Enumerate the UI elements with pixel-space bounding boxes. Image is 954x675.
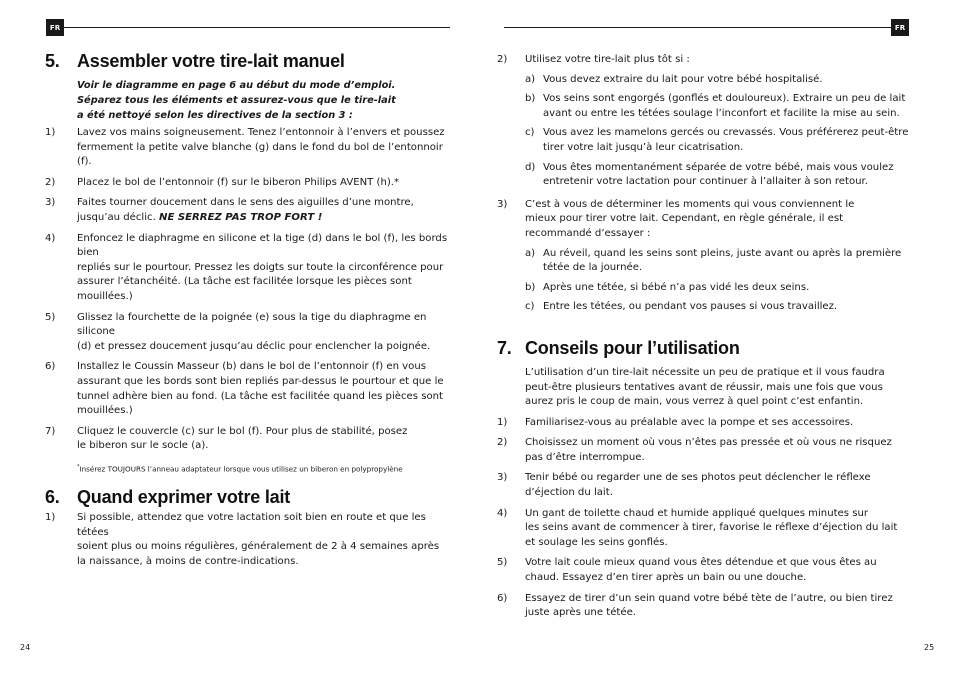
item-line: Utilisez votre tire-lait plus tôt si : (525, 54, 690, 65)
item-line: chaud. Essayez d’en tirer après un bain ou une douche. (525, 572, 807, 584)
section-5-intro (77, 78, 450, 123)
item-number: 3) (497, 472, 508, 484)
item-line: d’éjection du lait. (525, 487, 613, 499)
item-line: Au réveil, quand les seins sont pleins, juste avant ou après la première (543, 247, 902, 259)
list-item (45, 311, 450, 355)
sub-letter: c) (525, 127, 535, 139)
list-item (45, 232, 450, 305)
sub-list (525, 247, 917, 315)
item-line: mieux pour tirer votre lait. Cependant, en règle générale, il est (525, 213, 844, 225)
list-item (45, 126, 450, 170)
section-7-intro (525, 366, 917, 410)
item-line: Placez le bol de l’entonnoir (f) sur le biberon Philips AVENT (h).* (77, 176, 400, 188)
item-line: assurer l’étanchéité. (La tâche est facilitée lorsque les pièces sont mouillées.) (77, 276, 412, 302)
item-line: les seins avant de commencer à tirer, favorise le réflexe d’éjection du lait (525, 522, 898, 534)
item-number: 1) (45, 512, 56, 524)
header-rule (64, 27, 450, 28)
sub-letter: b) (525, 93, 536, 105)
section-title: Quand exprimer votre lait (77, 487, 291, 508)
item-line: Vos seins sont engorgés (gonflés et douloureux). Extraire un peu de lait (543, 93, 906, 105)
list-item (45, 176, 450, 191)
item-line: Lavez vos mains soigneusement. Tenez l’entonnoir à l’envers et poussez (77, 127, 445, 138)
item-line: Faites tourner doucement dans le sens des aiguilles d’une montre, (77, 197, 414, 209)
item-line: Vous devez extraire du lait pour votre bébé hospitalisé. (543, 73, 823, 85)
intro-line: L’utilisation d’un tire-lait nécessite un peu de pratique et il vous faudra (525, 366, 885, 378)
warning-text: NE SERREZ PAS TROP FORT ! (159, 211, 323, 223)
left-content (45, 50, 450, 570)
item-line: Glissez la fourchette de la poignée (e) sous la tige du diaphragme en silicone (77, 311, 427, 338)
item-number: 1) (497, 416, 508, 428)
list-item (497, 436, 917, 465)
section-7-heading (497, 337, 917, 359)
item-line: Vous avez les mamelons gercés ou crevassés. Vous préférerez peut-être (543, 127, 909, 139)
item-line: fermement la petite valve blanche (g) dans le fond du bol de l’entonnoir (f). (77, 141, 443, 168)
item-line: tirer votre lait jusqu’à leur cicatrisation. (543, 141, 744, 153)
sub-item (525, 126, 917, 155)
item-line (77, 211, 450, 226)
item-number: 6) (45, 361, 56, 373)
item-number: 4) (45, 232, 56, 244)
item-number: 6) (497, 592, 508, 604)
item-line: Enfoncez le diaphragme en silicone et la tige (d) dans le bol (f), les bords bien (77, 232, 448, 259)
item-line: assurant que les bords sont bien repliés par-dessus le pourtour et que le (77, 375, 444, 387)
item-number: 2) (497, 54, 508, 65)
sub-letter: b) (525, 281, 536, 293)
sub-item (525, 281, 917, 296)
list-item (497, 507, 917, 551)
item-number: 1) (45, 127, 56, 138)
item-line: (d) et pressez doucement jusqu’au déclic pour enclencher la poignée. (77, 340, 431, 352)
item-number: 7) (45, 425, 56, 437)
item-line: Entre les tétées, ou pendant vos pauses si vous travaillez. (543, 301, 838, 313)
item-line: Installez le Coussin Masseur (b) dans le bol de l’entonnoir (f) en vous (77, 361, 426, 373)
section-5-heading (45, 50, 450, 72)
item-line: Votre lait coule mieux quand vous êtes détendue et que vous êtes au (525, 557, 877, 569)
item-number: 3) (45, 197, 56, 209)
item-line: pas d’être interrompue. (525, 451, 645, 463)
item-line: avant ou entre les tétées soulage l’inconfort et facilite la mise au sein. (543, 107, 900, 119)
item-line: tunnel adhère bien au fond. (La tâche est facilitée quand les pièces sont (77, 390, 443, 402)
section-title: Assembler votre tire-lait manuel (77, 51, 345, 71)
right-content (497, 50, 917, 621)
item-line: recommandé d’essayer : (525, 227, 651, 239)
page-number: 24 (20, 643, 31, 652)
item-number: 4) (497, 507, 508, 519)
item-line: Un gant de toilette chaud et humide appliqué quelques minutes sur (525, 507, 869, 519)
section-number: 5. (45, 51, 60, 71)
language-tag: FR (46, 19, 64, 36)
item-line: C’est à vous de déterminer les moments qui vous conviennent le (525, 198, 855, 210)
intro-line: Séparez tous les éléments et assurez-vous que le tire-lait (77, 95, 396, 106)
sub-letter: c) (525, 301, 535, 313)
sub-item (525, 73, 917, 88)
intro-line: a été nettoyé selon les directives de la section 3 : (77, 110, 353, 121)
item-line: Si possible, attendez que votre lactation soit bien en route et que les tétées (77, 512, 426, 538)
item-line: le biberon sur le socle (a). (77, 440, 209, 452)
item-line: Familiarisez-vous au préalable avec la pompe et ses accessoires. (525, 416, 854, 428)
item-line: Vous êtes momentanément séparée de votre bébé, mais vous voulez (543, 161, 894, 173)
item-line: Choisissez un moment où vous n’êtes pas pressée et où vous ne risquez (525, 437, 892, 449)
sub-letter: a) (525, 247, 536, 259)
item-line: entretenir votre lactation pour continuer à l’allaiter à son retour. (543, 176, 868, 188)
item-line: tétée de la journée. (543, 262, 643, 274)
sub-item (525, 247, 917, 276)
section-number: 7. (497, 337, 512, 358)
item-line: mouillées.) (77, 405, 133, 417)
item-line: Cliquez le couvercle (c) sur le bol (f). Pour plus de stabilité, posez (77, 425, 408, 437)
list-item (45, 425, 450, 454)
sub-letter: a) (525, 73, 536, 85)
sub-list (525, 73, 917, 190)
list-item (45, 360, 450, 418)
section-title: Conseils pour l’utilisation (525, 337, 740, 358)
footnote-mark: * (77, 463, 80, 470)
item-number: 3) (497, 198, 508, 210)
footnote (77, 462, 450, 474)
item-number: 5) (497, 557, 508, 569)
list-item (497, 471, 917, 500)
item-line: juste après une tétée. (525, 607, 637, 619)
sub-item (525, 161, 917, 190)
list-item (497, 416, 917, 431)
item-line-prefix: jusqu’au déclic. (77, 211, 160, 223)
section-number: 6. (45, 487, 60, 508)
item-number: 2) (497, 437, 508, 449)
page-number: 25 (924, 643, 935, 652)
header-rule (504, 27, 891, 28)
sub-letter: d) (525, 161, 536, 173)
intro-line: Voir le diagramme en page 6 au début du mode d’emploi. (77, 80, 396, 91)
item-line: soient plus ou moins régulières, généralement de 2 à 4 semaines après (77, 541, 440, 553)
item-number: 5) (45, 311, 56, 323)
list-item (497, 198, 917, 242)
language-tag: FR (891, 19, 909, 36)
sub-item (525, 92, 917, 121)
sub-item (525, 300, 917, 315)
section-6-heading (45, 486, 450, 508)
list-item (497, 53, 917, 68)
item-line: Après une tétée, si bébé n’a pas vidé les deux seins. (543, 281, 810, 293)
intro-line: aurez pris le coup de main, vous verrez à quel point c’est enfantin. (525, 396, 864, 408)
item-number: 2) (45, 176, 56, 188)
item-line: et soulage les seins gonflés. (525, 536, 668, 548)
footnote-text: Insérez TOUJOURS l’anneau adaptateur lorsque vous utilisez un biberon en polypropylène (79, 464, 403, 474)
item-line: Essayez de tirer d’un sein quand votre bébé tète de l’autre, ou bien tirez (525, 592, 893, 604)
item-line: la naissance, à moins de contre-indications. (77, 556, 299, 568)
list-item (497, 556, 917, 585)
right-page (477, 0, 954, 675)
intro-line: peut-être plusieurs tentatives avant de réussir, mais une fois que vous (525, 381, 883, 393)
list-item (45, 196, 450, 225)
list-item (497, 592, 917, 621)
item-line: repliés sur le pourtour. Pressez les doigts sur toute la circonférence pour (77, 261, 444, 273)
list-item (45, 511, 450, 569)
item-line: Tenir bébé ou regarder une de ses photos peut déclencher le réflexe (525, 472, 871, 484)
